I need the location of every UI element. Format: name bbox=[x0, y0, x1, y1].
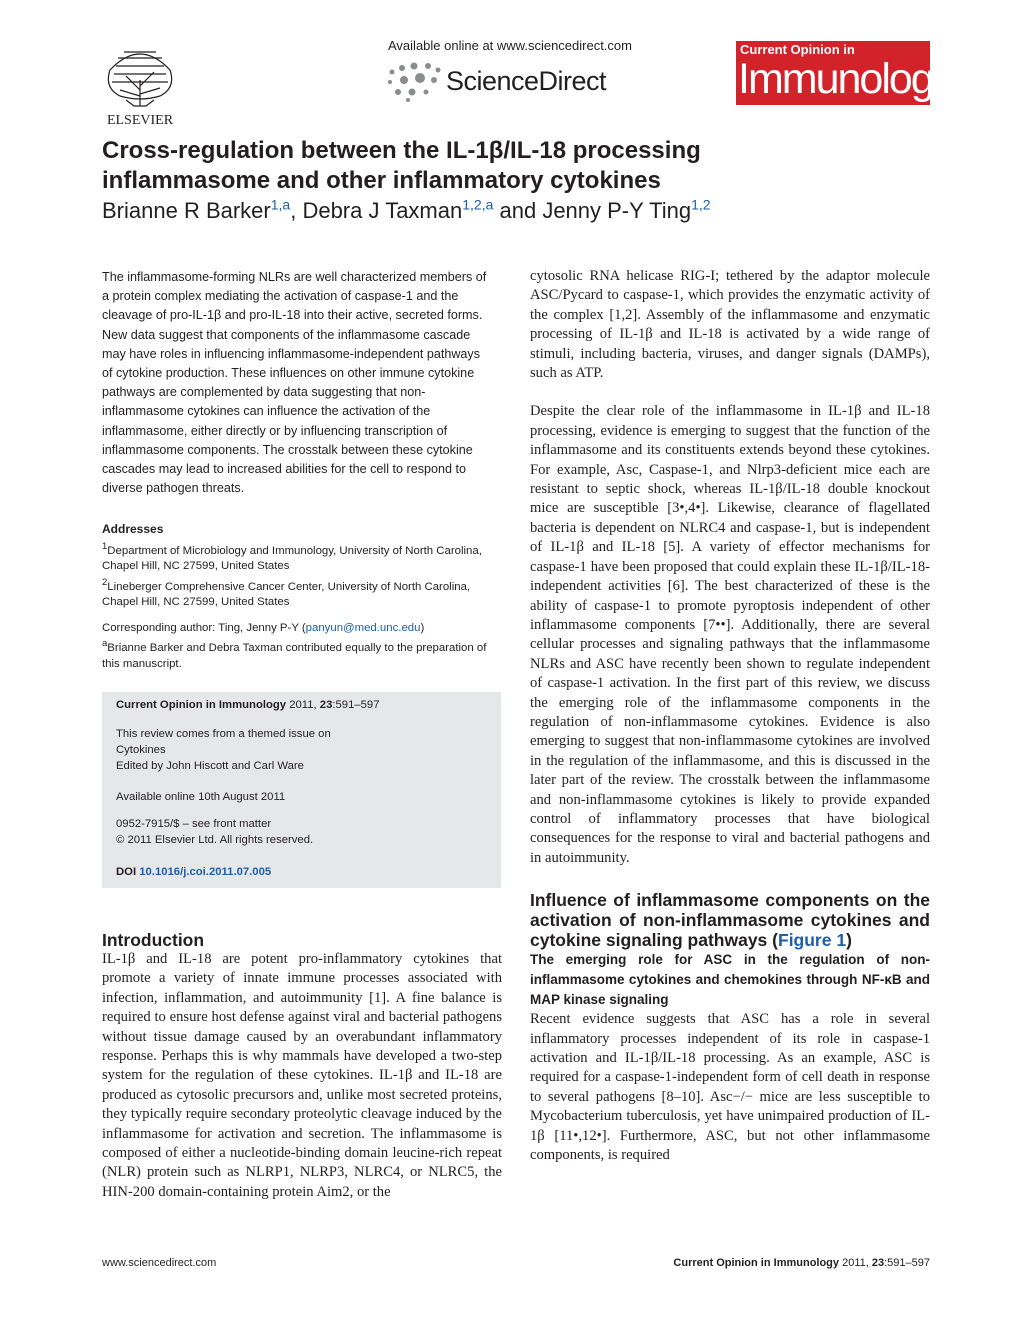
body-paragraph: Despite the clear role of the inflammasome in IL-1β and IL-18 processing, evidence is emerging to suggest that the function of the inflammasome and its constituents extends beyond these cytokines. For example, Asc, Caspase-1, and Nlrp3-deficient mice each are resistant to septic shock, whereas IL-1β/IL-18 double knockout mice are susceptible [3•,4•]. Likewise, clearance of flagellated bacteria is dependent on NLRC4 and caspase-1, but is independent of IL-1β and IL-18 [5]. A variety of effector mechanisms for caspase-1 have been proposed that could explain these IL-1β/IL-18-independent activities [6]. The best characterized of these is the ability of caspase-1 to promote pyroptosis independent of other inflammasome components [7••]. Additionally, there are several cellular processes and signaling pathways that the inflammasome NLRs and ASC have recently been shown to regulate independent of caspase-1 activation. In the first part of this review, we discuss the emerging role of the inflammasome components in the regulation of non-inflammasome cytokines. Evidence is also emerging to suggest that non-inflammasome cytokines are involved in the regulation of the inflammasome, and this is discussed in the later part of the review. The crosstalk between the inflammasome and non-inflammasome cytokines is likely to provide expanded control of inflammatory processes that have biological consequences for the response to viral and bacterial pathogens and in autoimmunity. bbox=[530, 403, 930, 866]
available-online-line: Available online at www.sciencedirect.com bbox=[388, 38, 632, 53]
note-text: Brianne Barker and Debra Taxman contributed equally to the preparation of this manuscript. bbox=[102, 641, 487, 670]
author-affiliation[interactable]: 1,a bbox=[270, 196, 291, 213]
section-heading-text: Influence of inflammasome components on the activation of non-inflammasome cytokines and cytokine signaling pathways bbox=[530, 890, 930, 951]
doi-line bbox=[116, 864, 486, 880]
address-text: Department of Microbiology and Immunology, University of North Carolina, Chapel Hill, NC 27599, United States bbox=[102, 544, 482, 572]
addresses-block bbox=[102, 522, 494, 672]
author-name: Debra J Taxman bbox=[302, 198, 463, 223]
introduction-heading: Introduction bbox=[102, 930, 205, 950]
footer-website[interactable]: www.sciencedirect.com bbox=[102, 1257, 217, 1269]
body-paragraph: Recent evidence suggests that ASC has a role in several inflammatory processes independent of its role in caspase-1 activation and IL-1β/IL-18 processing. As an example, ASC is required for a caspase-1-independent form of cell death in response to several pathogens [8–10]. Asc−/− mice are less susceptible to Mycobacterium tuberculosis, yet have unimpaired production of IL-1β [11•,12•]. Furthermore, ASC, but not other inflammasome components, is required bbox=[530, 1011, 930, 1164]
author-affiliation[interactable]: 1,2,a bbox=[462, 196, 494, 213]
article-info-box bbox=[102, 692, 501, 888]
author-name: Jenny P-Y Ting bbox=[542, 198, 692, 223]
issn-line: 0952-7915/$ – see front matter bbox=[116, 818, 272, 830]
article-title bbox=[102, 136, 822, 196]
right-column bbox=[530, 267, 930, 1165]
section-heading: Influence of inflammasome components on the activation of non-inflammasome cytokines and cytokine signaling pathways (Figure 1) bbox=[530, 890, 930, 951]
address-number: 1 bbox=[102, 540, 108, 552]
corresponding-email-link[interactable]: panyun@med.unc.edu bbox=[305, 621, 421, 634]
title-line-1: Cross-regulation between the IL-1β/IL-18 processing bbox=[102, 137, 701, 164]
address-item bbox=[102, 575, 494, 611]
elsevier-tree-logo bbox=[96, 40, 184, 128]
citation-line bbox=[116, 697, 486, 713]
doi-link[interactable]: 10.1016/j.coi.2011.07.005 bbox=[139, 866, 272, 878]
address-number: 2 bbox=[102, 576, 108, 588]
corresponding-suffix: ) bbox=[420, 621, 425, 634]
author-list bbox=[102, 198, 711, 224]
elsevier-wordmark: ELSEVIER bbox=[106, 113, 174, 128]
editors-line: Edited by John Hiscott and Carl Ware bbox=[116, 760, 304, 772]
journal-logo-top: Current Opinion in bbox=[740, 42, 855, 57]
addresses-heading: Addresses bbox=[102, 522, 164, 536]
citation-volume: 23 bbox=[319, 699, 333, 711]
address-text: Lineberger Comprehensive Cancer Center, University of North Carolina, Chapel Hill, NC 27599, United States bbox=[102, 580, 471, 608]
subsection-heading: The emerging role for ASC in the regulation of non-inflammasome cytokines and chemokines through NF-κB and MAP kinase signaling bbox=[530, 952, 930, 1008]
footer-year: 2011, bbox=[839, 1257, 872, 1269]
author-separator: and bbox=[493, 198, 543, 223]
corresponding-prefix: Corresponding author: Ting, Jenny P-Y ( bbox=[102, 621, 306, 634]
theme-name: Cytokines bbox=[116, 744, 166, 756]
corresponding-author bbox=[102, 621, 494, 637]
footer-pages: :591–597 bbox=[884, 1257, 930, 1269]
citation-journal: Current Opinion in Immunology bbox=[116, 699, 287, 711]
figure-1-link[interactable]: Figure 1 bbox=[778, 930, 847, 951]
footer-citation bbox=[673, 1257, 930, 1269]
author-name: Brianne R Barker bbox=[102, 198, 271, 223]
themed-line: This review comes from a themed issue on bbox=[116, 728, 331, 740]
sciencedirect-wordmark: ScienceDirect bbox=[446, 66, 607, 96]
introduction-paragraph: IL-1β and IL-18 are potent pro-inflammatory cytokines that promote a variety of innate immune processes associated with infection, inflammation, and autoimmunity [1]. A fine balance is required to ensure host defense against viral and bacterial pathogens without tissue damage caused by an overabundant inflammatory response. Perhaps this is why mammals have developed a two-step system for the regulation of these cytokines. IL-1β and IL-18 are produced as cytosolic precursors and, unlike most secreted proteins, they typically require secondary proteolytic cleavage induced by the inflammasome for activation and secretion. The inflammasome is composed of either a nucleotide-binding domain leucine-rich repeat (NLR) protein such as NLRP1, NLRP3, NLRC4, or NLRC5, the HIN-200 domain-containing protein Aim2, or the bbox=[102, 951, 502, 1200]
journal-logo bbox=[736, 41, 953, 105]
address-item bbox=[102, 539, 494, 575]
citation-year: 2011, bbox=[286, 699, 320, 711]
note-mark: a bbox=[102, 638, 108, 650]
footer-journal: Current Opinion in Immunology bbox=[673, 1257, 840, 1269]
body-paragraph: cytosolic RNA helicase RIG-I; tethered by the adaptor molecule ASC/Pycard to caspase-1, which provides the enzymatic activity of the complex [1,2]. Assembly of the inflammasome and enzymatic processing of IL-1β and IL-18 is activated by a wide range of stimuli, including bacteria, viruses, and danger signals (DAMPs), such as ATP. bbox=[530, 268, 930, 382]
journal-logo-main: Immunology bbox=[738, 55, 953, 103]
themed-issue bbox=[116, 726, 486, 774]
author-affiliation[interactable]: 1,2 bbox=[691, 196, 711, 213]
footer-volume: 23 bbox=[871, 1257, 885, 1269]
title-line-2: inflammasome and other inflammatory cytokines bbox=[102, 167, 661, 194]
left-column bbox=[102, 930, 502, 1202]
available-date: Available online 10th August 2011 bbox=[116, 791, 286, 803]
author-separator: , bbox=[290, 198, 303, 223]
abstract: The inflammasome-forming NLRs are well characterized members of a protein complex mediating the activation of caspase-1 and the cleavage of pro-IL-1β and pro-IL-18 into their active, secreted forms. New data suggest that components of the inflammasome cascade may have roles in influencing inflammasome-independent pathways of cytokine production. These influences on other immune cytokine pathways are complemented by data suggesting that non-inflammasome cytokines can influence the activation of the inflammasome, either directly or by influencing transcription of inflammasome components. The crosstalk between these cytokine cascades may lead to increased abilities for the cell to respond to diverse pathogen threats. bbox=[102, 270, 487, 496]
doi-label: DOI bbox=[116, 866, 137, 878]
copyright-line: © 2011 Elsevier Ltd. All rights reserved. bbox=[116, 834, 314, 846]
citation-pages: :591–597 bbox=[332, 699, 380, 711]
equal-contribution-note bbox=[102, 636, 494, 672]
sciencedirect-dots-icon bbox=[388, 63, 441, 103]
